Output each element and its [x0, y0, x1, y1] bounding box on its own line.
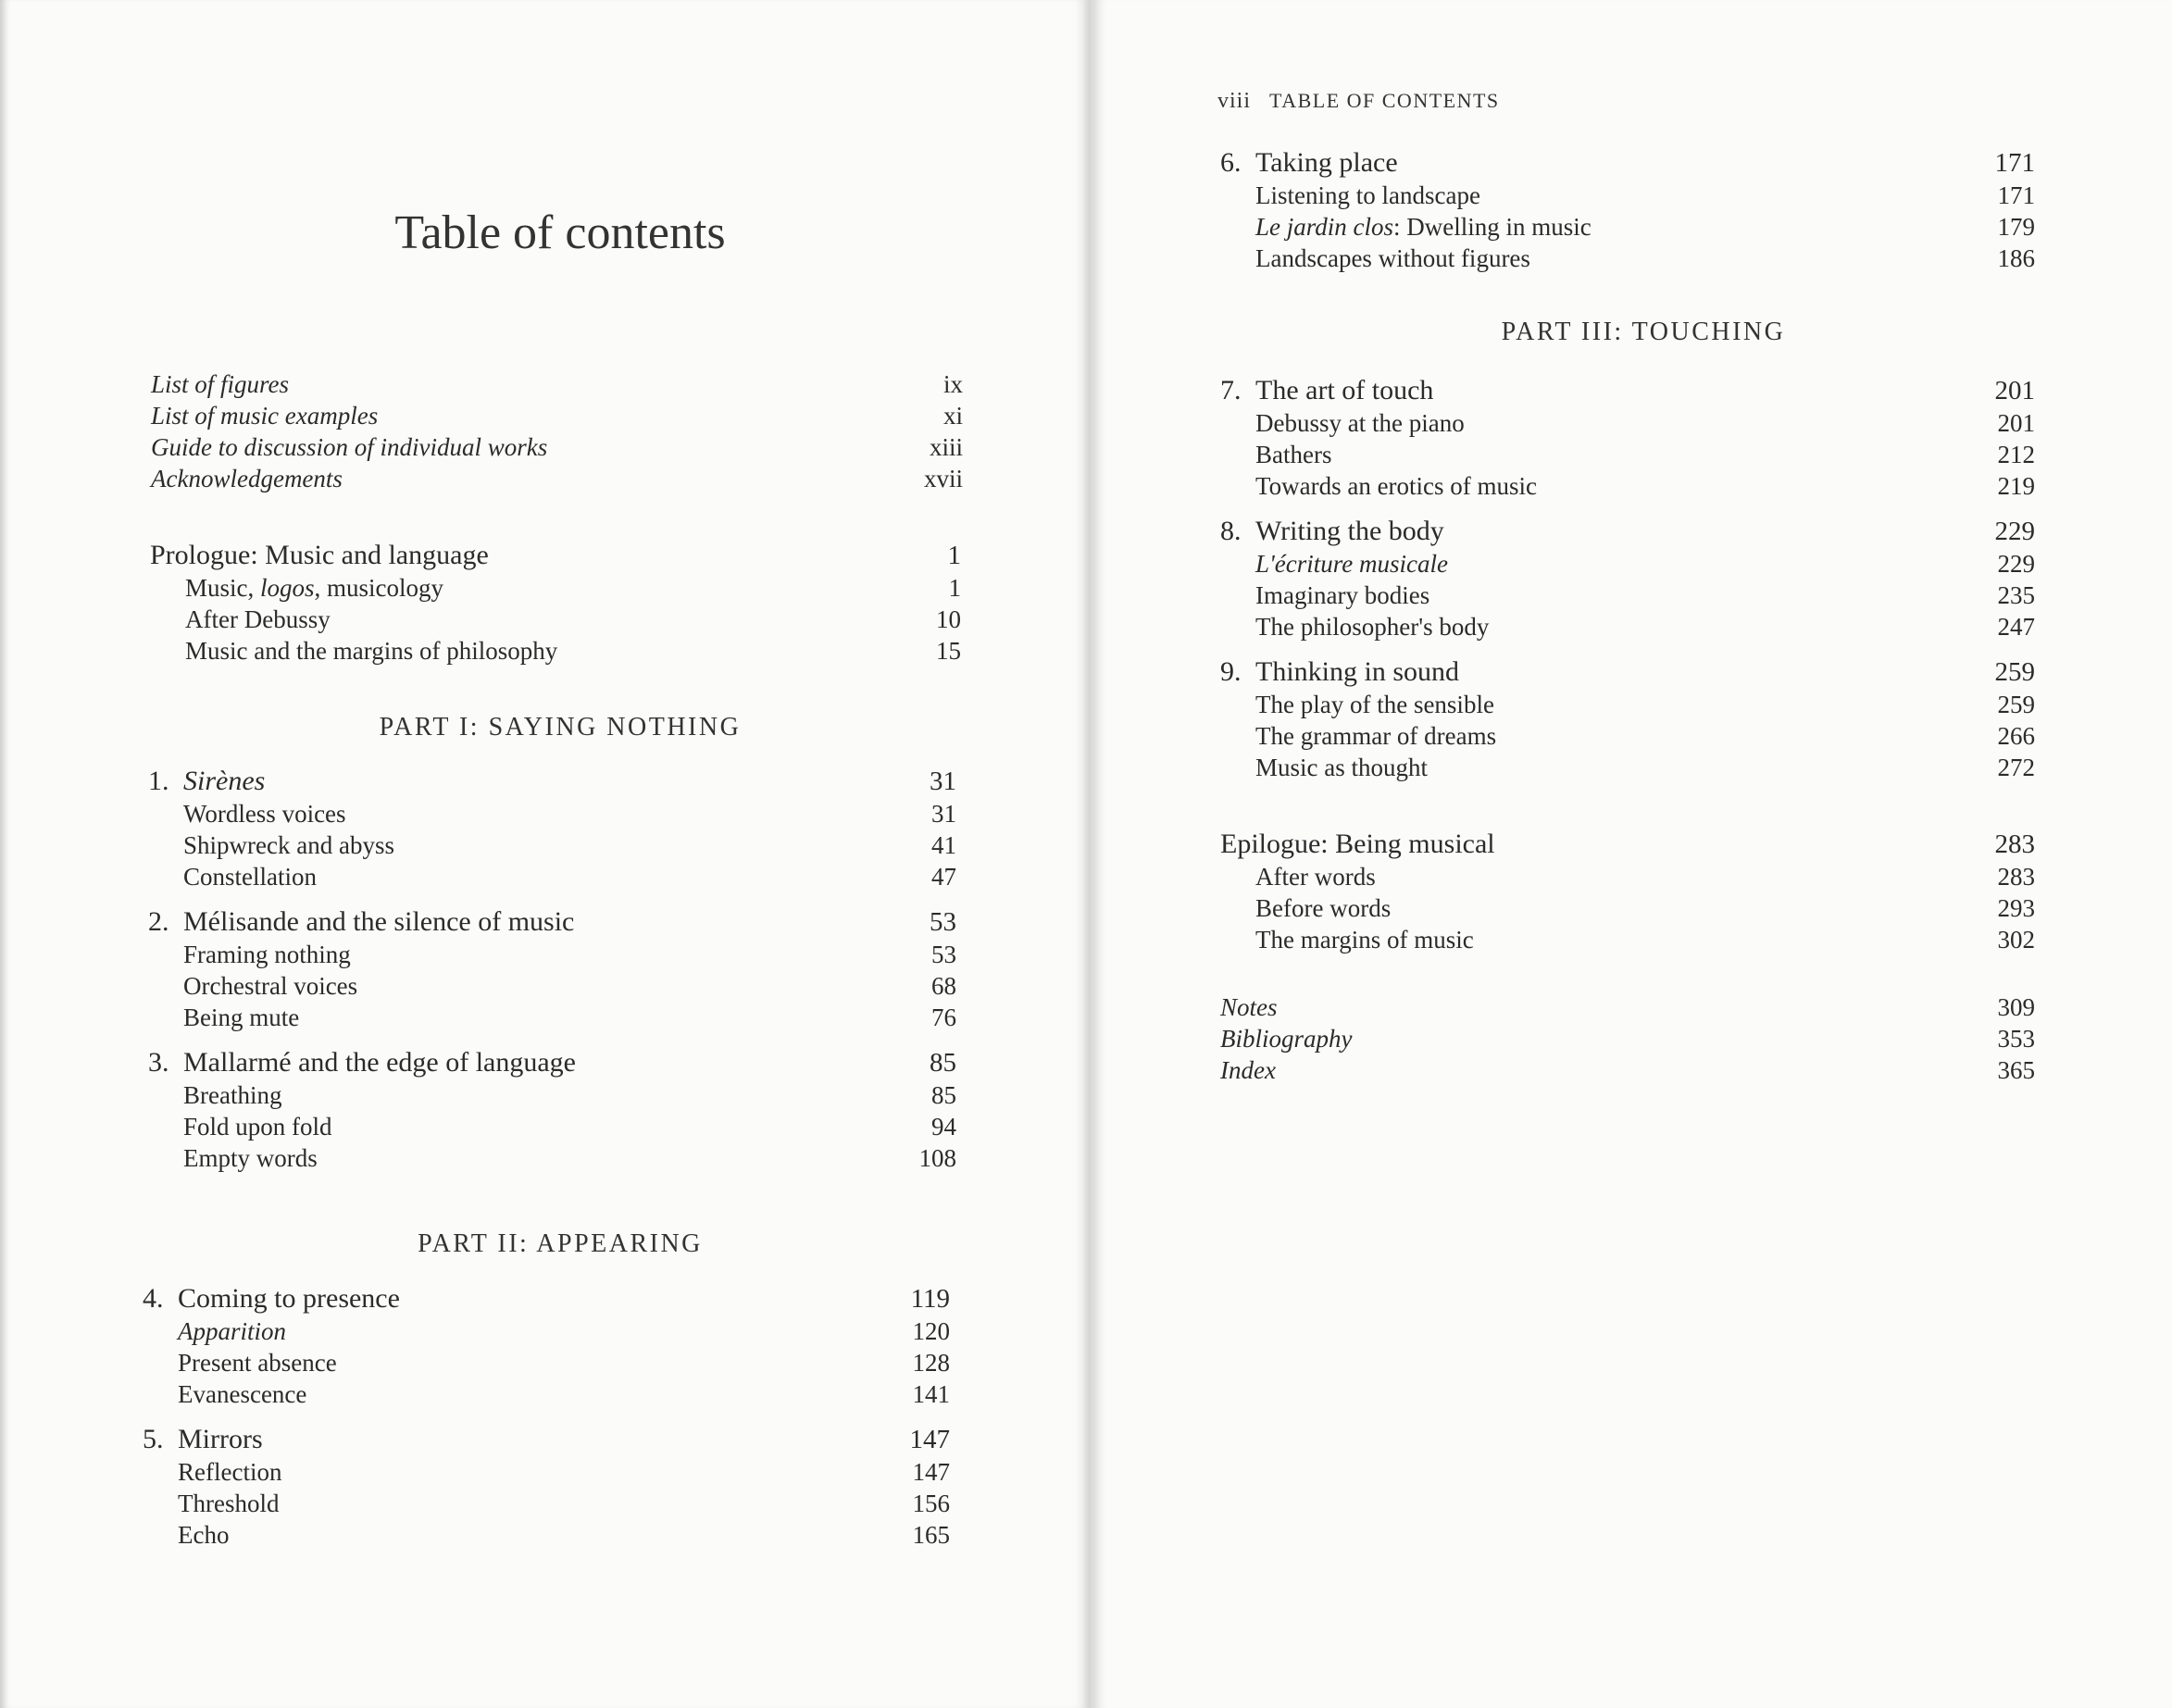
toc-chapter[interactable]: 4. Coming to presence 119	[143, 1283, 950, 1314]
toc-section[interactable]: Shipwreck and abyss 41	[183, 831, 956, 859]
part1-chapters	[148, 765, 956, 1174]
toc-section[interactable]: Landscapes without figures 186	[1255, 244, 2035, 272]
toc-section[interactable]: Imaginary bodies 235	[1255, 581, 2035, 609]
toc-entry[interactable]: List of figures ix	[151, 370, 963, 398]
toc-section[interactable]: Breathing 85	[183, 1081, 956, 1109]
toc-section[interactable]: Apparition 120	[178, 1317, 950, 1345]
toc-section[interactable]: After words 283	[1255, 863, 2035, 891]
toc-section[interactable]: Le jardin clos: Dwelling in music 179	[1255, 213, 2035, 241]
toc-chapter[interactable]: 2. Mélisande and the silence of music 53	[148, 906, 956, 937]
toc-entry[interactable]: Acknowledgements xvii	[151, 465, 963, 492]
toc-section[interactable]: After Debussy 10	[185, 605, 961, 633]
toc-entry[interactable]: List of music examples xi	[151, 402, 963, 430]
toc-section[interactable]: Being mute 76	[183, 1004, 956, 1031]
page-title: Table of contents	[394, 206, 726, 259]
toc-section[interactable]: Wordless voices 31	[183, 800, 956, 828]
toc-section[interactable]: The play of the sensible 259	[1255, 691, 2035, 718]
toc-section[interactable]: The grammar of dreams 266	[1255, 722, 2035, 750]
toc-section[interactable]: Music and the margins of philosophy 15	[185, 637, 961, 665]
toc-entry-epilogue[interactable]: Epilogue: Being musical 283	[1220, 829, 2035, 859]
toc-section[interactable]: Reflection 147	[178, 1458, 950, 1486]
toc-entry[interactable]: Bibliography 353	[1220, 1025, 2035, 1053]
toc-chapter[interactable]: 7. The art of touch 201	[1220, 375, 2035, 405]
part-heading-2: PART II: APPEARING	[418, 1229, 703, 1258]
toc-section[interactable]: Present absence 128	[178, 1349, 950, 1377]
front-matter-list	[151, 368, 963, 494]
toc-chapter[interactable]: 5. Mirrors 147	[143, 1424, 950, 1454]
toc-section[interactable]: Constellation 47	[183, 863, 956, 891]
toc-section[interactable]: Listening to landscape 171	[1255, 181, 2035, 209]
toc-chapter[interactable]: 8. Writing the body 229	[1220, 516, 2035, 546]
toc-section[interactable]: Bathers 212	[1255, 441, 2035, 468]
back-matter-list	[1220, 991, 2035, 1086]
toc-chapter[interactable]: 9. Thinking in sound 259	[1220, 656, 2035, 687]
toc-section[interactable]: The margins of music 302	[1255, 926, 2035, 954]
chapter-6-block	[1220, 146, 2035, 274]
running-head	[1217, 89, 1500, 114]
running-head-title: TABLE OF CONTENTS	[1269, 89, 1500, 112]
toc-section[interactable]: Echo 165	[178, 1521, 950, 1549]
toc-section[interactable]: L'écriture musicale 229	[1255, 550, 2035, 578]
toc-chapter[interactable]: 1. Sirènes 31	[148, 766, 956, 796]
toc-chapter[interactable]: 3. Mallarmé and the edge of language 85	[148, 1047, 956, 1078]
part-heading-1: PART I: SAYING NOTHING	[379, 713, 742, 742]
toc-entry[interactable]: Index 365	[1220, 1056, 2035, 1084]
toc-chapter[interactable]: 6. Taking place 171	[1220, 147, 2035, 178]
toc-section[interactable]: Towards an erotics of music 219	[1255, 472, 2035, 500]
page-number: viii	[1217, 89, 1252, 113]
toc-entry[interactable]: Notes 309	[1220, 993, 2035, 1021]
toc-section[interactable]: Debussy at the piano 201	[1255, 409, 2035, 437]
toc-section[interactable]: Empty words 108	[183, 1144, 956, 1172]
part3-chapters	[1220, 374, 2035, 783]
toc-section[interactable]: Evanescence 141	[178, 1380, 950, 1408]
toc-section[interactable]: Framing nothing 53	[183, 941, 956, 968]
part-heading-3: PART III: TOUCHING	[1501, 318, 1786, 346]
toc-section[interactable]: Before words 293	[1255, 894, 2035, 922]
toc-entry[interactable]: Guide to discussion of individual works xiii	[151, 433, 963, 461]
prologue-block	[150, 539, 961, 667]
toc-section[interactable]: Threshold 156	[178, 1490, 950, 1517]
toc-section[interactable]: Fold upon fold 94	[183, 1113, 956, 1141]
toc-section[interactable]: Orchestral voices 68	[183, 972, 956, 1000]
toc-section[interactable]: The philosopher's body 247	[1255, 613, 2035, 641]
part2-chapters	[143, 1282, 950, 1551]
epilogue-block	[1220, 828, 2035, 955]
toc-entry-prologue[interactable]: Prologue: Music and language 1	[150, 540, 961, 570]
toc-section[interactable]: Music, logos, musicology 1	[185, 574, 961, 602]
toc-section[interactable]: Music as thought 272	[1255, 754, 2035, 781]
